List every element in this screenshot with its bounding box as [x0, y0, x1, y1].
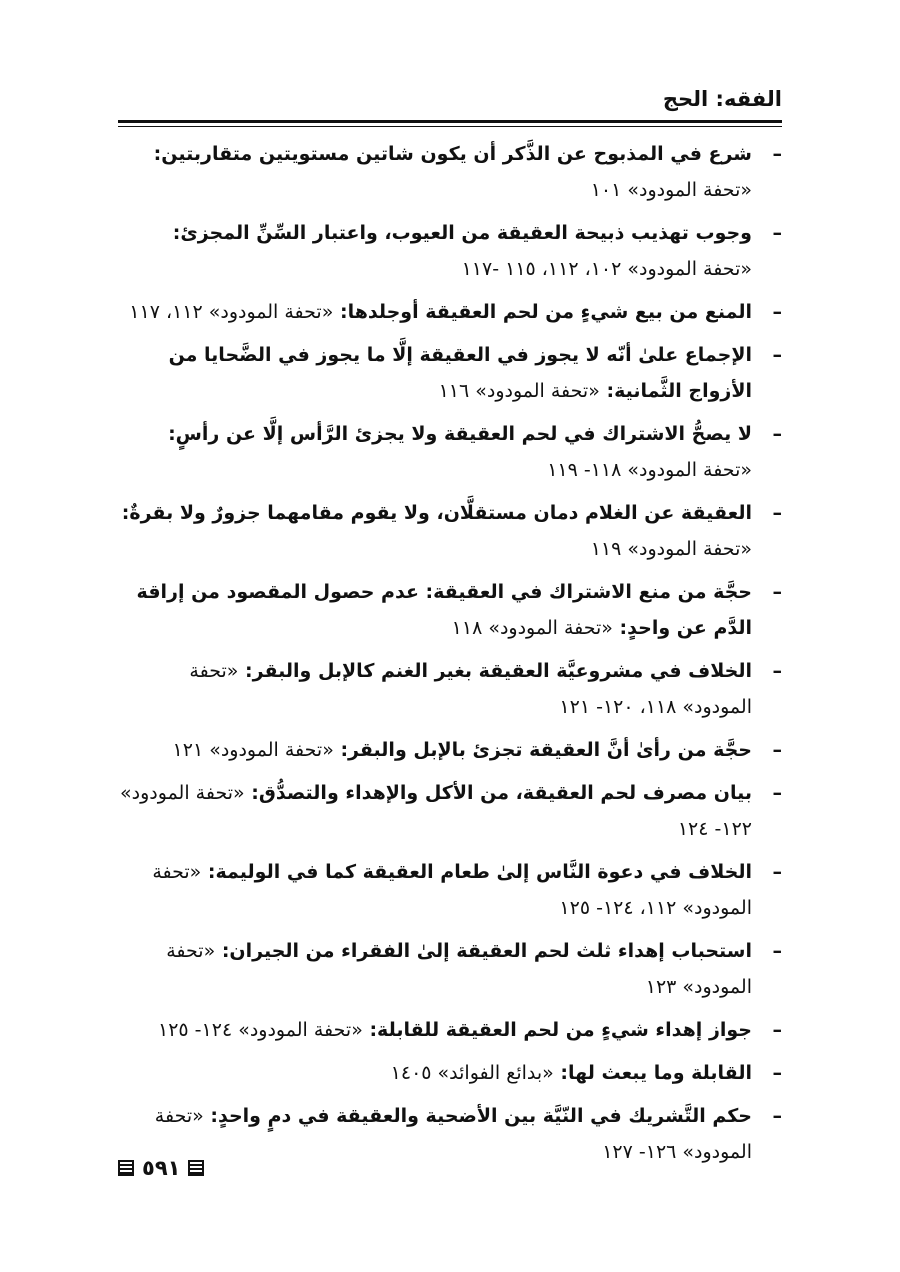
header-rule-thick: [118, 120, 782, 123]
entry-source: «تحفة المودود» ١١٩: [590, 538, 752, 560]
index-entry: [118, 653, 782, 725]
entry-source: «تحفة المودود» ١١٦: [438, 380, 600, 402]
page-number: ٥٩١: [142, 1156, 181, 1180]
entry-text: حجَّة من رأىٰ أنَّ العقيقة تجزئ بالإبل والبقر:: [333, 739, 752, 761]
entry-source: «تحفة المودود» ١١٢، ١١٧: [129, 301, 334, 323]
header-rule-thin: [118, 126, 782, 127]
bullet-dash: –: [772, 222, 782, 244]
bullet-dash: –: [772, 739, 782, 761]
bullet-dash: –: [772, 940, 782, 962]
entry-text: الإجماع علىٰ أنّه لا يجوز في العقيقة إلَّا ما يجوز في الضَّحايا من الأزواج الثَّمانية:: [168, 344, 752, 402]
entry-text: وجوب تهذيب ذبيحة العقيقة من العيوب، واعتبار السِّنِّ المجزئ:: [172, 222, 752, 244]
index-entry: [118, 1098, 782, 1170]
entry-source: «تحفة المودود» ١٢٣: [166, 940, 752, 998]
index-entry: [118, 294, 782, 330]
entry-text: العقيقة عن الغلام دمان مستقلَّان، ولا يقوم مقامهما جزورٌ ولا بقرةٌ:: [121, 502, 752, 524]
bullet-dash: –: [772, 1105, 782, 1127]
index-entry: [118, 854, 782, 926]
index-entry: [118, 732, 782, 768]
entry-text: استحباب إهداء ثلث لحم العقيقة إلىٰ الفقراء من الجيران:: [215, 940, 752, 962]
index-entry: [118, 337, 782, 409]
entry-source: «تحفة المودود» ١٢١: [172, 739, 334, 761]
index-entries: [118, 136, 782, 1177]
index-entry: [118, 215, 782, 287]
page-footer: [118, 1156, 204, 1180]
bullet-dash: –: [772, 660, 782, 682]
bullet-dash: –: [772, 143, 782, 165]
entry-source: «تحفة المودود» ١٢٢- ١٢٤: [120, 782, 752, 840]
index-entry: [118, 1012, 782, 1048]
bullet-dash: –: [772, 861, 782, 883]
entry-text: حجَّة من منع الاشتراك في العقيقة: عدم حصول المقصود من إراقة الدَّم عن واحدٍ:: [136, 581, 752, 639]
index-entry: [118, 495, 782, 567]
bullet-dash: –: [772, 423, 782, 445]
page-header: [118, 84, 782, 114]
entry-source: «تحفة المودود» ١٢٦- ١٢٧: [154, 1105, 752, 1163]
index-entry: [118, 1055, 782, 1091]
index-entry: [118, 933, 782, 1005]
entry-text: الخلاف في مشروعيَّة العقيقة بغير الغنم كالإبل والبقر:: [238, 660, 752, 682]
entry-text: بيان مصرف لحم العقيقة، من الأكل والإهداء والتصدُّق:: [244, 782, 752, 804]
entry-source: «تحفة المودود» ١١٨: [451, 617, 613, 639]
bullet-dash: –: [772, 1019, 782, 1041]
entry-source: «تحفة المودود» ١١٨، ١٢٠- ١٢١: [189, 660, 752, 718]
entry-text: شرع في المذبوح عن الذَّكر أن يكون شاتين مستويتين متقاربتين:: [153, 143, 752, 165]
ornament-icon: [118, 1160, 134, 1176]
entry-text: الخلاف في دعوة النَّاس إلىٰ طعام العقيقة كما في الوليمة:: [201, 861, 752, 883]
index-entry: [118, 416, 782, 488]
bullet-dash: –: [772, 1062, 782, 1084]
bullet-dash: –: [772, 344, 782, 366]
entry-text: حكم التَّشريك في النّيَّة بين الأضحية والعقيقة في دمٍ واحدٍ:: [203, 1105, 752, 1127]
ornament-icon: [188, 1160, 204, 1176]
bullet-dash: –: [772, 581, 782, 603]
entry-text: القابلة وما يبعث لها:: [553, 1062, 752, 1084]
entry-source: «تحفة المودود» ١٢٤- ١٢٥: [158, 1019, 363, 1041]
entry-source: «تحفة المودود» ١١٢، ١٢٤- ١٢٥: [152, 861, 752, 919]
entry-text: لا يصحُّ الاشتراك في لحم العقيقة ولا يجزئ الرَّأس إلَّا عن رأسٍ:: [168, 423, 752, 445]
index-entry: [118, 136, 782, 208]
bullet-dash: –: [772, 782, 782, 804]
bullet-dash: –: [772, 502, 782, 524]
entry-source: «بدائع الفوائد» ١٤٠٥: [390, 1062, 554, 1084]
entry-source: «تحفة المودود» ١٠٢، ١١٢، ١١٥ -١١٧: [461, 258, 752, 280]
bullet-dash: –: [772, 301, 782, 323]
entry-source: «تحفة المودود» ١١٨- ١١٩: [547, 459, 752, 481]
entry-source: «تحفة المودود» ١٠١: [590, 179, 752, 201]
index-entry: [118, 574, 782, 646]
entry-text: المنع من بيع شيءٍ من لحم العقيقة أوجلدها:: [333, 301, 752, 323]
header-title: الفقه: الحج: [662, 87, 782, 111]
entry-text: جواز إهداء شيءٍ من لحم العقيقة للقابلة:: [362, 1019, 752, 1041]
index-entry: [118, 775, 782, 847]
